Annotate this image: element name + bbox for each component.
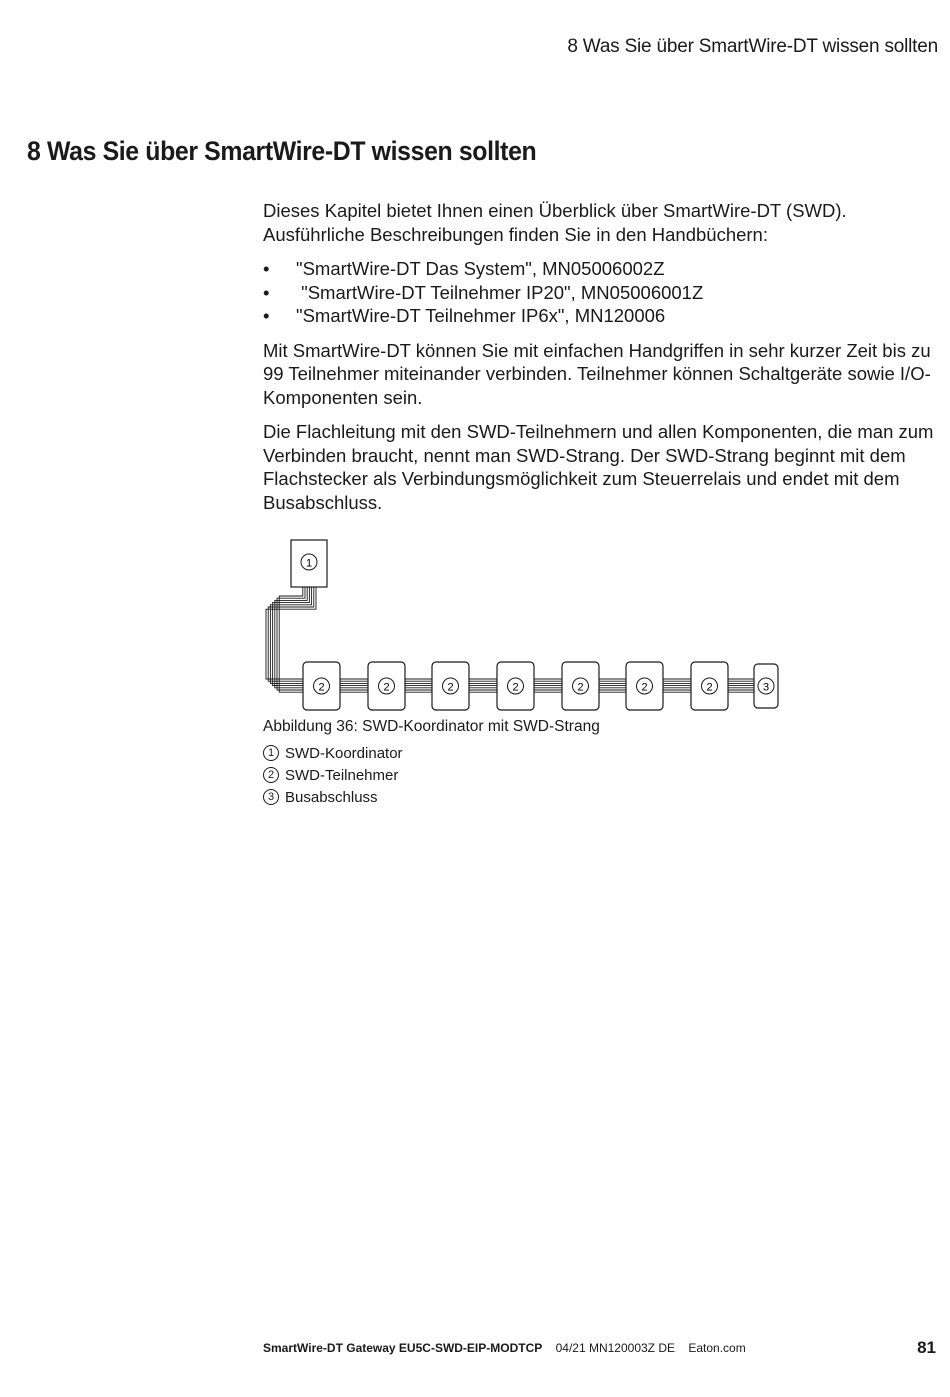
number-circle-icon: 2: [263, 767, 279, 783]
swd-participant-module: [626, 662, 663, 710]
legend-text: Busabschluss: [285, 788, 378, 806]
legend-item: [263, 742, 403, 764]
list-item: [263, 281, 943, 305]
legend-text: SWD-Koordinator: [285, 744, 403, 762]
participant-number: 2: [577, 681, 584, 694]
bullet-icon: •: [263, 281, 270, 303]
bus-terminator: [754, 664, 778, 708]
intro-paragraph: Dieses Kapitel bietet Ihnen einen Überblick über SmartWire-DT (SWD). Ausführliche Beschreibungen finden Sie in den Handbüchern:: [263, 200, 847, 245]
figure-legend: [263, 742, 403, 808]
swd-participant-module: [691, 662, 728, 710]
paragraph-participants: Mit SmartWire-DT können Sie mit einfachen Handgriffen in sehr kurzer Zeit bis zu 99 Teilnehmer miteinander verbinden. Teilnehmer können Schaltgeräte sowie I/O-Komponenten sein.: [263, 339, 931, 408]
footer-doc-id: 04/21 MN120003Z DE: [555, 1341, 676, 1355]
legend-text: SWD-Teilnehmer: [285, 766, 399, 784]
participant-number: 2: [512, 681, 519, 694]
manual-list: [263, 257, 943, 328]
running-header: 8 Was Sie über SmartWire-DT wissen sollten: [567, 36, 938, 57]
footer-doc-title: SmartWire-DT Gateway EU5C-SWD-EIP-MODTCP: [263, 1341, 543, 1355]
swd-coordinator: [291, 540, 327, 587]
participant-number: 2: [706, 681, 713, 694]
swd-strand-diagram: [258, 536, 788, 716]
list-item: [263, 304, 943, 328]
list-item: [263, 257, 943, 281]
number-circle-icon: 1: [263, 745, 279, 761]
list-item-text: "SmartWire-DT Das System", MN05006002Z: [296, 258, 665, 279]
swd-participant-module: [368, 662, 405, 710]
legend-item: [263, 786, 403, 808]
page-number: 81: [917, 1338, 936, 1357]
swd-participant-module: [497, 662, 534, 710]
swd-participant-module: [432, 662, 469, 710]
terminator-number: 3: [762, 681, 770, 694]
number-circle-icon: 3: [263, 789, 279, 805]
coordinator-number: 1: [305, 557, 313, 570]
participant-number: 2: [318, 681, 325, 694]
chapter-title: 8 Was Sie über SmartWire-DT wissen sollten: [27, 136, 537, 166]
figure-caption: Abbildung 36: SWD-Koordinator mit SWD-Strang: [263, 718, 600, 735]
participant-number: 2: [383, 681, 390, 694]
participant-number: 2: [447, 681, 454, 694]
swd-participant-module: [303, 662, 340, 710]
footer: [263, 1341, 746, 1355]
bullet-icon: •: [263, 305, 270, 326]
bullet-icon: •: [263, 258, 270, 279]
footer-website: Eaton.com: [688, 1341, 746, 1355]
list-item-text: "SmartWire-DT Teilnehmer IP6x", MN120006: [296, 305, 666, 326]
legend-item: [263, 764, 403, 786]
swd-participant-module: [562, 662, 599, 710]
paragraph-strand: Die Flachleitung mit den SWD-Teilnehmern und allen Komponenten, die man zum Verbinden braucht, nennt man SWD-Strang. Der SWD-Strang beginnt mit dem Flachstecker als Verbindungsmöglichkeit zum Steuerrelais und endet mit dem Busabschluss.: [263, 421, 934, 513]
participant-number: 2: [641, 681, 648, 694]
body-content: [263, 199, 943, 525]
list-item-text: "SmartWire-DT Teilnehmer IP20", MN05006001Z: [296, 281, 704, 303]
